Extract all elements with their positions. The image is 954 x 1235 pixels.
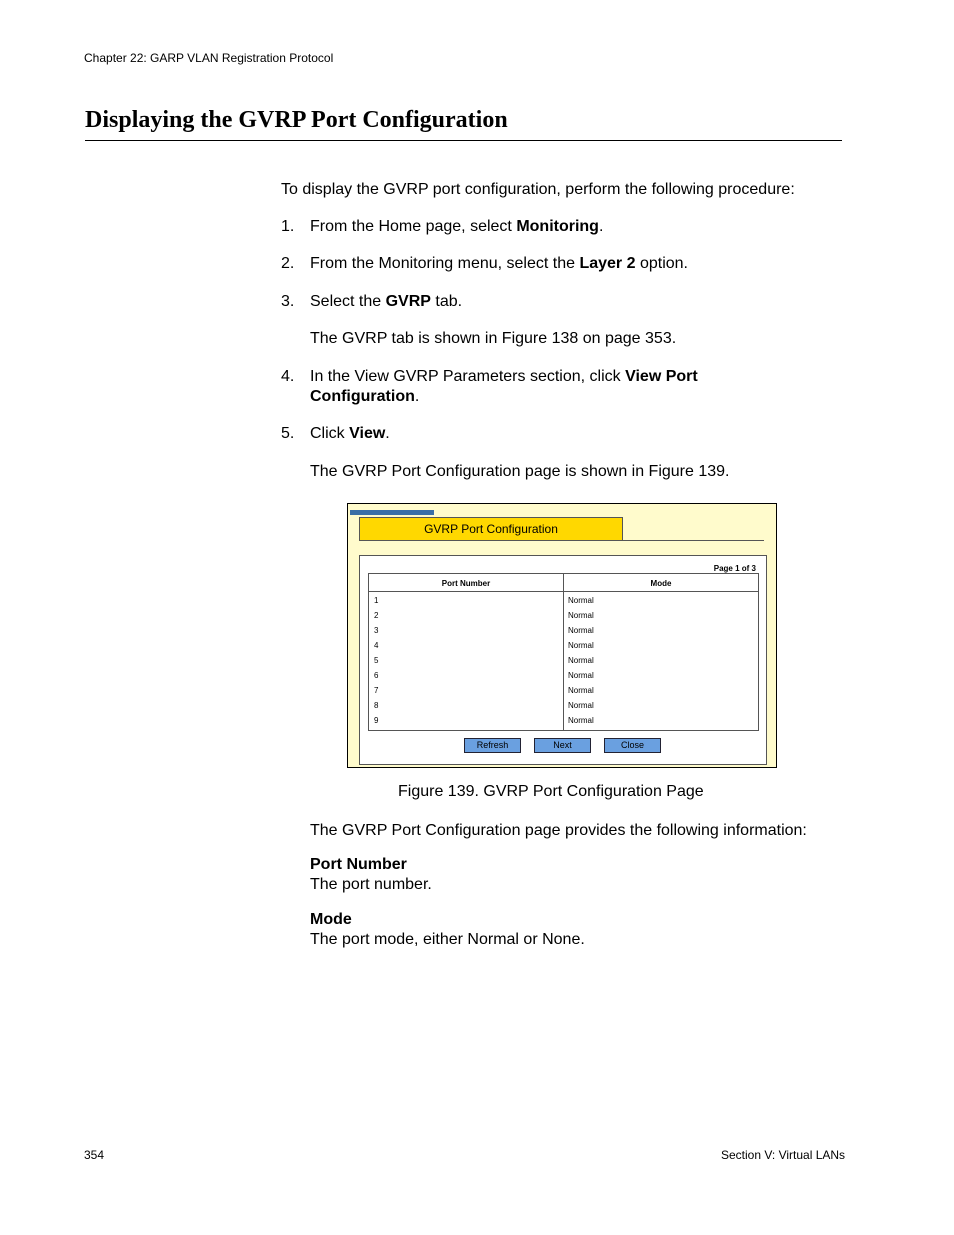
tab-gvrp-port-configuration[interactable]: GVRP Port Configuration xyxy=(359,517,623,541)
step-number: 1. xyxy=(281,218,295,235)
port-number-cell: 9 xyxy=(374,716,379,725)
step-4 xyxy=(281,367,841,407)
step-3 xyxy=(281,292,841,312)
step-5-note: The GVRP Port Configuration page is shown in Figure 139. xyxy=(310,463,730,480)
field-description: The port mode, either Normal or None. xyxy=(310,931,585,948)
port-number-cell: 5 xyxy=(374,656,379,665)
config-panel xyxy=(359,555,767,765)
step-bold: View xyxy=(349,425,386,442)
next-button[interactable]: Next xyxy=(534,738,591,753)
step-text: From the Home page, select xyxy=(310,218,517,235)
table-row xyxy=(369,611,758,626)
port-number-cell: 6 xyxy=(374,671,379,680)
step-text: Click xyxy=(310,425,350,442)
step-bold: GVRP xyxy=(385,293,431,310)
refresh-button[interactable]: Refresh xyxy=(464,738,521,753)
step-bold-2: Configuration xyxy=(310,388,415,405)
step-2 xyxy=(281,254,841,274)
table-row xyxy=(369,716,758,731)
page-number: 354 xyxy=(84,1148,105,1162)
title-rule xyxy=(85,140,842,141)
step-bold: Layer 2 xyxy=(579,255,636,272)
step-text-end: . xyxy=(385,425,390,442)
step-text: Select the xyxy=(310,293,386,310)
step-bold: Monitoring xyxy=(516,218,599,235)
mode-cell: Normal xyxy=(568,641,594,650)
port-number-cell: 7 xyxy=(374,686,379,695)
mode-cell: Normal xyxy=(568,656,594,665)
step-bold: View Port xyxy=(625,368,698,385)
table-row xyxy=(369,656,758,671)
column-header-port-number: Port Number xyxy=(441,579,491,588)
field-mode xyxy=(310,910,585,950)
port-number-cell: 3 xyxy=(374,626,379,635)
step-number: 5. xyxy=(281,425,295,442)
running-header: Chapter 22: GARP VLAN Registration Protocol xyxy=(84,51,334,65)
tab-strip xyxy=(350,510,434,515)
port-number-cell: 4 xyxy=(374,641,379,650)
table-row xyxy=(369,671,758,686)
mode-cell: Normal xyxy=(568,611,594,620)
mode-cell: Normal xyxy=(568,596,594,605)
table-body xyxy=(369,596,758,731)
step-text: In the View GVRP Parameters section, click xyxy=(310,368,626,385)
step-text-end: option. xyxy=(635,255,688,272)
section-title: Displaying the GVRP Port Configuration xyxy=(85,107,508,133)
intro-text: To display the GVRP port configuration, perform the following procedure: xyxy=(281,181,795,198)
table-row xyxy=(369,701,758,716)
step-text: From the Monitoring menu, select the xyxy=(310,255,580,272)
tab-underline xyxy=(359,540,764,541)
mode-cell: Normal xyxy=(568,671,594,680)
table-row xyxy=(369,596,758,611)
figure-caption: Figure 139. GVRP Port Configuration Page xyxy=(398,783,704,800)
field-name: Mode xyxy=(310,911,352,928)
step-number: 2. xyxy=(281,255,295,272)
port-number-cell: 1 xyxy=(374,596,379,605)
step-3-note: The GVRP tab is shown in Figure 138 on page 353. xyxy=(310,330,677,347)
field-name: Port Number xyxy=(310,856,407,873)
table-row xyxy=(369,641,758,656)
info-intro: The GVRP Port Configuration page provides the following information: xyxy=(310,822,807,839)
step-5 xyxy=(281,424,841,444)
step-text-end: . xyxy=(414,388,420,405)
field-port-number xyxy=(310,855,432,895)
mode-cell: Normal xyxy=(568,626,594,635)
mode-cell: Normal xyxy=(568,716,594,725)
table-row xyxy=(369,626,758,641)
step-1 xyxy=(281,217,841,237)
port-number-cell: 8 xyxy=(374,701,379,710)
close-button[interactable]: Close xyxy=(604,738,661,753)
field-description: The port number. xyxy=(310,876,432,893)
mode-cell: Normal xyxy=(568,701,594,710)
mode-cell: Normal xyxy=(568,686,594,695)
section-footer: Section V: Virtual LANs xyxy=(721,1148,846,1162)
gvrp-figure xyxy=(347,503,777,768)
step-number: 4. xyxy=(281,368,295,385)
step-number: 3. xyxy=(281,293,295,310)
page-indicator: Page 1 of 3 xyxy=(713,564,756,573)
step-text-end: . xyxy=(598,218,604,235)
column-header-mode: Mode xyxy=(650,579,672,588)
port-number-cell: 2 xyxy=(374,611,379,620)
step-text-end: tab. xyxy=(430,293,463,310)
port-table xyxy=(368,573,759,731)
table-row xyxy=(369,686,758,701)
